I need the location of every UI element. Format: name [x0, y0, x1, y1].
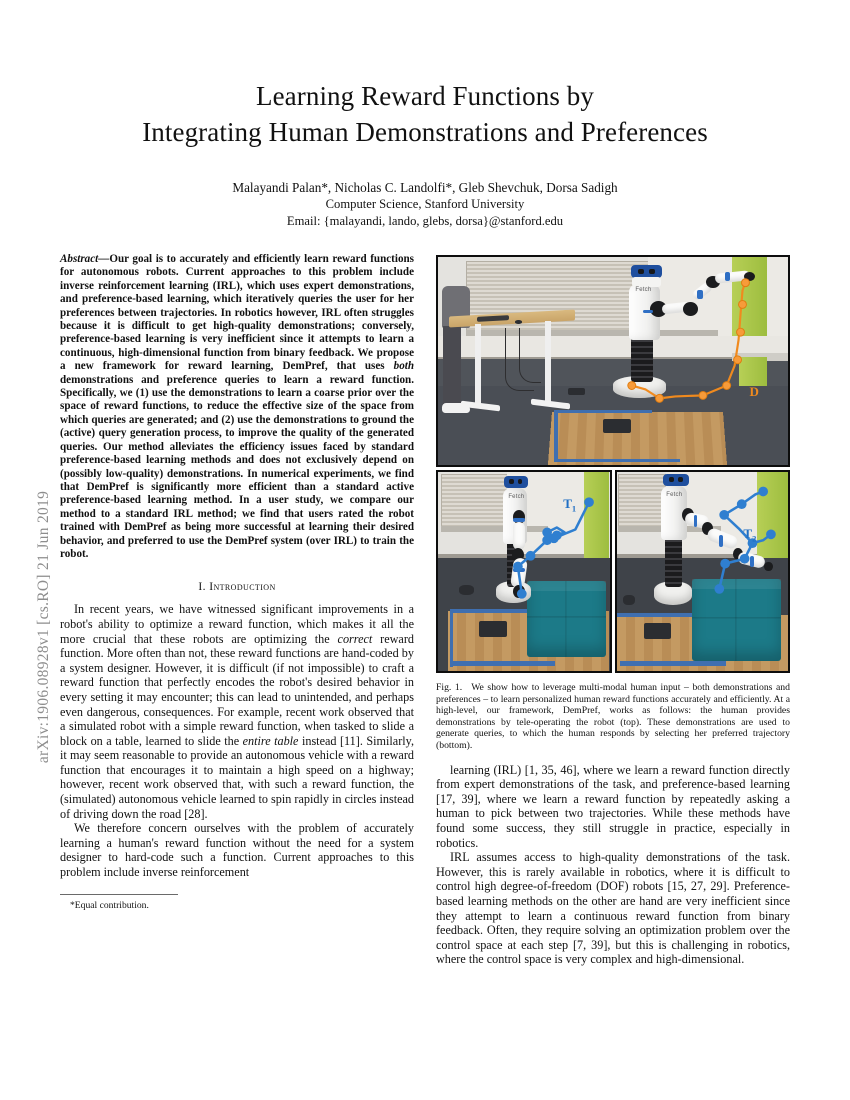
robot-brand-label-bottom-left: Fetch [508, 493, 525, 500]
trajectory-overlay-t2 [617, 472, 788, 670]
figure-caption [436, 682, 790, 752]
robot-brand-label-bottom-right: Fetch [666, 491, 683, 498]
intro-p1-part-b: reward function. More often than not, these reward functions are hand-coded by a system designer. However, it is difficult (if not impossible) to craft a reward function that perfectly encodes the robot's desired behavior in every setting it may encounter; this can lead to unintended, and perhaps even dangerous, consequences. For example, recent work observed that a simulated robot with a simple reward function, when tasked to slide a block on a table, learned to slide the [60, 631, 414, 748]
intro-paragraph-1 [60, 602, 414, 821]
trajectory-label-t2: $T_2$ [743, 525, 757, 544]
trajectory-overlay-t1 [438, 472, 609, 670]
figure-caption-text: We show how to leverage multi-modal human input – both demonstrations and preferences – to learn personalized human reward functions accurately and efficiently. At a high-level, our framework, DemPref, works as follows: the human provides demonstrations by tele-operating the robot (top). These demonstrations are used to generate queries, to which the human responds by selecting her preferred trajectory (bottom). [436, 682, 790, 751]
figure-photo-bottom-left [436, 470, 612, 673]
intro-paragraph-3: learning (IRL) [1, 35, 46], where we learn a reward function directly from expert demonstrations of the task, and preference-based learning [17, 39], where we learn a reward function by repeatedly asking a human to pick between two trajectories. While these methods have found some success, they still struggle in practice, especially in robotics. [436, 762, 790, 850]
intro-p1-emphasis-correct: correct [337, 631, 373, 646]
figure-photo-bottom-right [615, 470, 791, 673]
abstract-text-part-2: demonstrations and preference queries to learn a reward function. Specifically, we (1) use the demonstrations to learn a coarse prior over the space of reward functions, to reduce the effective size of the space from which queries are generated; and (2) use the demonstrations to ground the (active) query generation process, to improve the quality of the generated queries. Our method alleviates the efficiency issues faced by standard preference-based learning methods and does not exclusively depend on (possibly low-quality) demonstrations. In numerical experiments, we find that DemPref is significantly more efficient than a standard active preference-based learning method. In a user study, we compare our method to a standard IRL method; we find that users rated the robot trained with DemPref as being more successful at learning their desired behavior, and preferred to use the DemPref system (over IRL) to train the robot. [60, 373, 414, 560]
intro-p1-emphasis-entire-table: entire table [242, 733, 299, 748]
figure-1 [436, 255, 790, 752]
abstract-lead-label: Abstract— [60, 253, 110, 265]
section-heading-introduction: I. Introduction [198, 580, 276, 594]
page-title-line-2: Integrating Human Demonstrations and Preferences [142, 117, 708, 147]
intro-paragraph-2: We therefore concern ourselves with the problem of accurately learning a human's reward function without the need for a system designer to hard-code such a function. Current approaches to this problem include inverse reinforcement [60, 821, 414, 880]
affiliation: Computer Science, Stanford University [325, 197, 525, 211]
paper-page [60, 0, 790, 1100]
intro-p1-part-a: In recent years, we have witnessed significant improvements in a robot's ability to optimize a reward function, which makes it all the more crucial that these robots are optimizing the [60, 602, 414, 646]
trajectory-label-demonstration: D [749, 383, 759, 399]
figure-caption-label: Fig. 1. [436, 682, 463, 693]
footnote-separator-rule [60, 894, 178, 895]
author-list: Malayandi Palan*, Nicholas C. Landolfi*, Gleb Shevchuk, Dorsa Sadigh [232, 180, 618, 195]
page-title-line-1: Learning Reward Functions by [256, 81, 594, 111]
abstract [60, 253, 414, 561]
figure-photo-top [436, 255, 790, 467]
email-line: Email: {malayandi, lando, glebs, dorsa}@stanford.edu [286, 213, 564, 228]
right-column [436, 253, 790, 967]
trajectory-label-t1: $T_1$ [563, 495, 577, 514]
two-column-body [60, 253, 790, 967]
intro-paragraph-4: IRL assumes access to high-quality demonstrations of the task. However, this is rarely available in robotics, where it is difficult to control high degree-of-freedom (DOF) robots [15, 27, 29]. Preference-based learning methods on the other are hand are very inefficient since they attempt to learn a continuous reward function from binary feedback. Often, they require solving an optimization problem over the control space at each step [7, 39], but this is challenging in robotics, where the control space is very complex and high-dimensional. [436, 850, 790, 967]
figure-photo-row-bottom [436, 470, 790, 673]
title-block [60, 0, 790, 229]
trajectory-overlay-demonstration [438, 257, 788, 467]
robot-brand-label-top: Fetch [635, 287, 652, 294]
left-column [60, 253, 414, 967]
intro-p1-part-c: instead [11]. Similarly, it may seem reasonable to provide an autonomous vehicle with a reward function that encourages it to maintain a high speed on a highway; however, recent work observed that, with such a reward function, the (simulated) autonomous vehicle learned to spin rapidly in circles instead of driving down the road [28]. [60, 733, 414, 821]
abstract-text-part-1: Our goal is to accurately and efficiently learn reward functions for autonomous robots. Current approaches to this problem include inverse reinforcement learning (IRL), which uses expert demonstrations, and preference-based learning, which iteratively queries the user for her preferences between trajectories. In robotics however, IRL often struggles because it is difficult to get high-quality demonstrations; conversely, preference-based learning is very inefficient since it attempts to learn a continuous, high-dimensional function from binary feedback. We propose a new framework for reward learning, DemPref, that uses [60, 253, 414, 373]
footnote-equal-contribution: *Equal contribution. [70, 899, 149, 911]
abstract-emphasis-both: both [393, 360, 414, 373]
arxiv-identifier-stamp: arXiv:1906.08928v1 [cs.RO] 21 Jun 2019 [35, 490, 52, 764]
